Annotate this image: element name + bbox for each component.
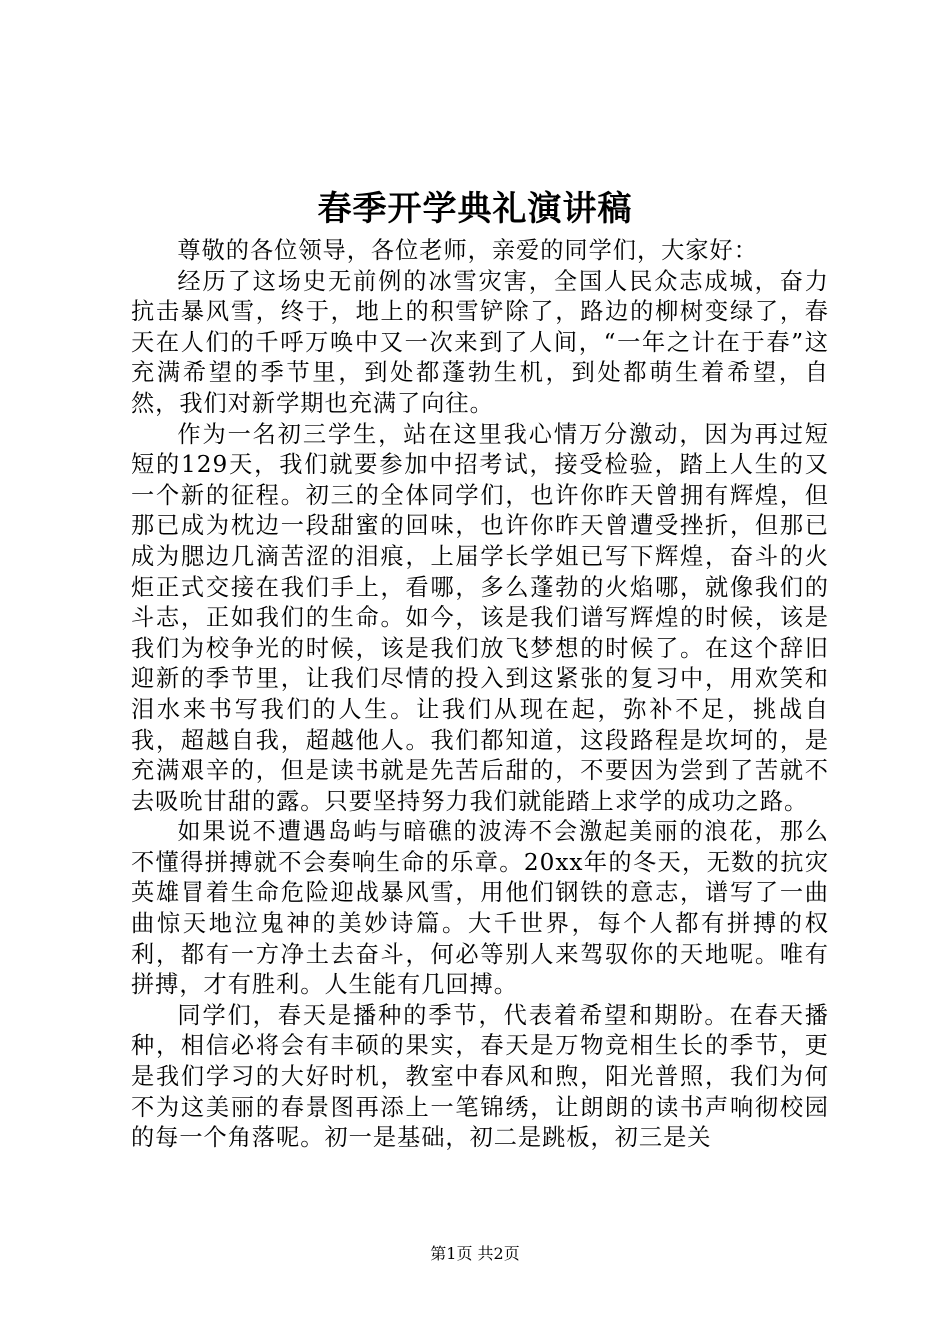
page-title: 春季开学典礼演讲稿 [317,189,633,229]
page-number-footer: 第1页 共2页 [430,1244,520,1263]
greeting-paragraph: 尊敬的各位领导，各位老师，亲爱的同学们，大家好： [177,237,758,264]
body-paragraph: 同学们，春天是播种的季节，代表着希望和期盼。在春天播种，相信必将会有丰硕的果实，春天是万物竞相生长的季节，更是我们学习的大好时机，教室中春风和煦，阳光普照，我们为何不为这美丽的春景图再添上一笔锦绣，让朗朗的读书声响彻校园的每一个角落呢。初一是基础，初二是跳板，初三是关 [131,1001,829,1152]
body-paragraph: 如果说不遭遇岛屿与暗礁的波涛不会激起美丽的浪花，那么不懂得拼搏就不会奏响生命的乐章。20xx年的冬天，无数的抗灾英雄冒着生命危险迎战暴风雪，用他们钢铁的意志，谱写了一曲曲惊天地泣鬼神的美妙诗篇。大千世界，每个人都有拼搏的权利，都有一方净土去奋斗，何必等别人来驾驭你的天地呢。唯有拼搏，才有胜利。人生能有几回搏。 [131,818,829,999]
document-body [131,236,829,1154]
body-paragraph: 作为一名初三学生，站在这里我心情万分激动，因为再过短短的129天，我们就要参加中招考试，接受检验，踏上人生的又一个新的征程。初三的全体同学们，也许你昨天曾拥有辉煌，但那已成为枕边一段甜蜜的回味，也许你昨天曾遭受挫折，但那已成为腮边几滴苦涩的泪痕，上届学长学姐已写下辉煌，奋斗的火炬正式交接在我们手上，看哪，多么蓬勃的火焰哪，就像我们的斗志，正如我们的生命。如今，该是我们谱写辉煌的时候，该是我们为校争光的时候，该是我们放飞梦想的时候了。在这个辞旧迎新的季节里，让我们尽情的投入到这紧张的复习中，用欢笑和泪水来书写我们的人生。让我们从现在起，弥补不足，挑战自我，超越自我，超越他人。我们都知道，这段路程是坎坷的，是充满艰辛的，但是读书就是先苦后甜的，不要因为尝到了苦就不去吸吮甘甜的露。只要坚持努力我们就能踏上求学的成功之路。 [131,420,829,815]
body-paragraph: 经历了这场史无前例的冰雪灾害，全国人民众志成城，奋力抗击暴风雪，终于，地上的积雪铲除了，路边的柳树变绿了，春天在人们的千呼万唤中又一次来到了人间，“一年之计在于春”这充满希望的季节里，到处都蓬勃生机，到处都萌生着希望，自然，我们对新学期也充满了向往。 [131,267,829,417]
